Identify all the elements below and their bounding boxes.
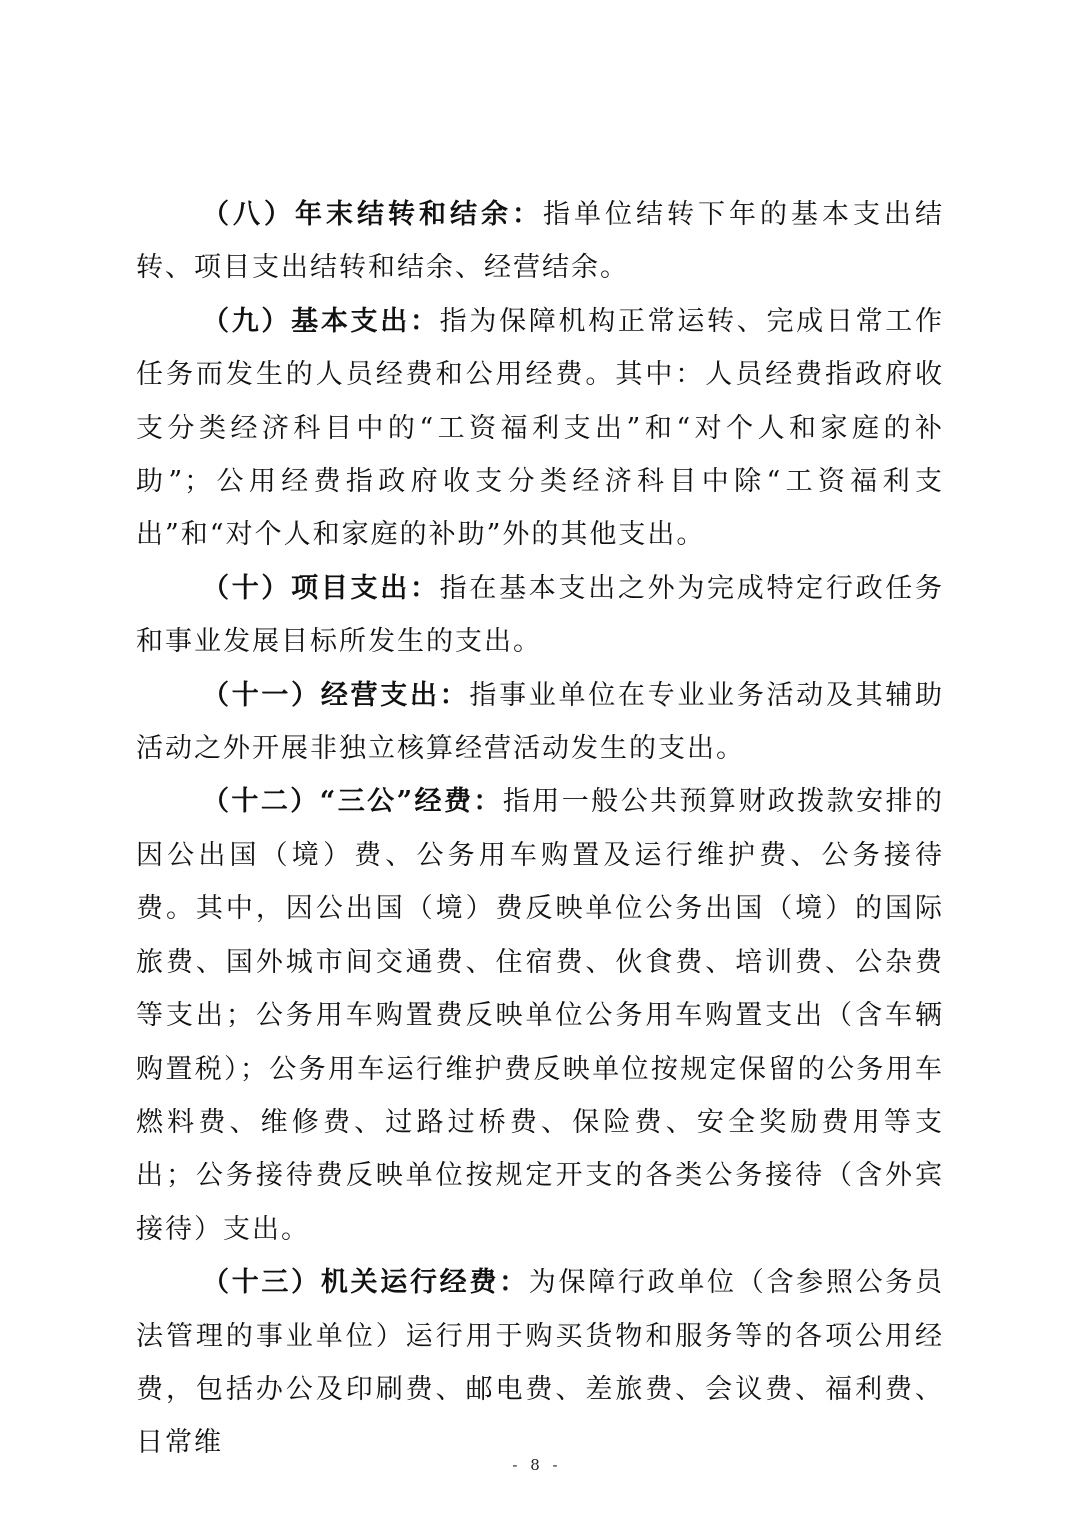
paragraph-year-end-carryover (136, 188, 944, 295)
paragraph-heading: （十三）机关运行经费： (202, 1267, 529, 1299)
paragraph-text: 指单位结转下年的基本支出结转、项目支出结转和结余、经营结余。 (136, 199, 944, 284)
paragraph-text: 指在基本支出之外为完成特定行政任务和事业发展目标所发生的支出。 (136, 572, 945, 658)
paragraph-text: 指为保障机构正常运转、完成日常工作任务而发生的人员经费和公用经费。其中：人员经费指政府收支分类经济科目中的“工资福利支出”和“对个人和家庭的补助”；公用经费指政府收支分类经济科目中除“工资福利支出”和“对个人和家庭的补助”外的其他支出。 (136, 305, 945, 551)
paragraph-text: 指用一般公共预算财政拨款安排的因公出国（境）费、公务用车购置及运行维护费、公务接待费。其中，因公出国（境）费反映单位公务出国（境）的国际旅费、国外城市间交通费、住宿费、伙食费、培训费、公杂费等支出；公务用车购置费反映单位公务用车购置支出（含车辆购置税）；公务用车运行维护费反映单位按规定保留的公务用车燃料费、维修费、过路过桥费、保险费、安全奖励费用等支出；公务接待费反映单位按规定开支的各类公务接待（含外宾接待）支出。 (136, 786, 944, 1245)
paragraph-heading: （九）基本支出： (202, 305, 440, 337)
paragraph-heading: （十一）经营支出： (202, 679, 470, 711)
paragraph-project-expenditure (136, 562, 944, 669)
paragraph-heading: （十）项目支出： (202, 572, 440, 604)
paragraph-operating-expenditure (136, 669, 944, 776)
paragraph-agency-operating-funds (136, 1256, 944, 1470)
paragraph-heading: （八）年末结转和结余： (202, 199, 543, 230)
paragraph-basic-expenditure (136, 295, 944, 562)
document-body (136, 188, 944, 1470)
paragraph-text: 指事业单位在专业业务活动及其辅助活动之外开展非独立核算经营活动发生的支出。 (136, 679, 944, 765)
page-number: - 8 - (512, 1456, 562, 1474)
paragraph-heading: （十二）“三公”经费： (202, 786, 503, 818)
paragraph-three-public-expenses (136, 775, 944, 1256)
paragraph-text: 为保障行政单位（含参照公务员法管理的事业单位）运行用于购买货物和服务等的各项公用经费，包括办公及印刷费、邮电费、差旅费、会议费、福利费、日常维 (136, 1267, 945, 1459)
